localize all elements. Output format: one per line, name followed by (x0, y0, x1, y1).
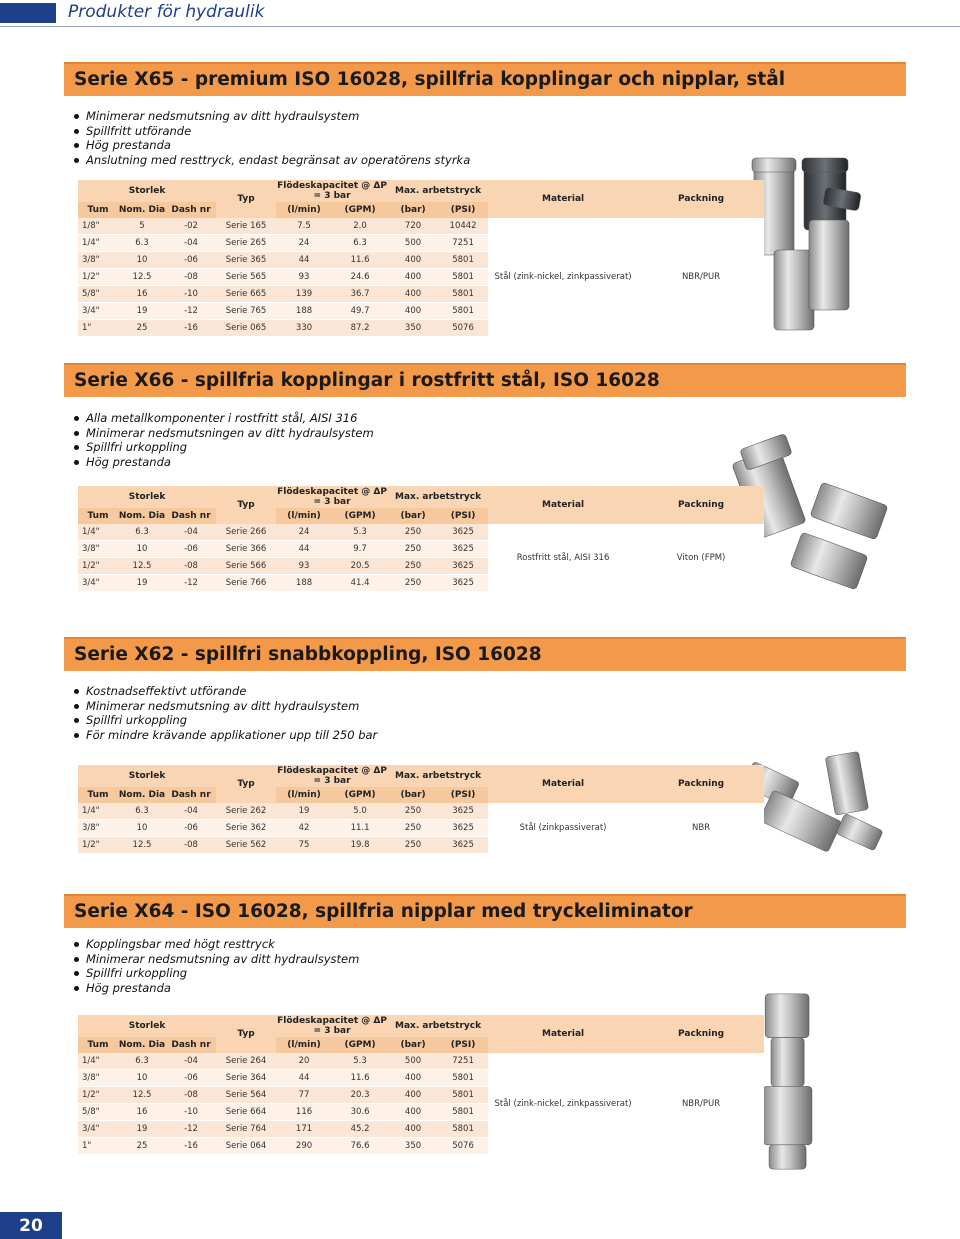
page-number: 20 (19, 1216, 43, 1236)
col-tum: Tum (78, 202, 118, 218)
table-cell: 1/8" (78, 218, 118, 235)
table-cell: 1/4" (78, 524, 118, 541)
table-cell: 5801 (438, 303, 488, 320)
packning-cell: NBR/PUR (638, 1053, 764, 1155)
feature-item: Kopplingsbar med högt resttryck (74, 937, 359, 952)
page-header (0, 0, 960, 26)
packning-cell: Viton (FPM) (638, 524, 764, 592)
col-storlek: Storlek (78, 486, 216, 508)
feature-item: Spillfri urkoppling (74, 966, 359, 981)
table-cell: 6.3 (118, 1053, 166, 1070)
table-cell: Serie 064 (216, 1138, 276, 1155)
table-cell: 250 (388, 575, 438, 592)
table-cell: 5801 (438, 1070, 488, 1087)
table-cell: 24 (276, 524, 332, 541)
table-cell: 77 (276, 1087, 332, 1104)
col-psi: (PSI) (438, 1037, 488, 1053)
spec-table (78, 1015, 764, 1155)
table-cell: 10 (118, 252, 166, 269)
table-cell: 1" (78, 320, 118, 337)
table-cell: -04 (166, 235, 216, 252)
table-cell: 7.5 (276, 218, 332, 235)
col-lmin: (l/min) (276, 1037, 332, 1053)
table-cell: Serie 564 (216, 1087, 276, 1104)
table-cell: 19.8 (332, 837, 388, 854)
feature-item: Minimerar nedsmutsning av ditt hydraulsystem (74, 699, 377, 714)
col-dash: Dash nr (166, 508, 216, 524)
table-cell: 5.0 (332, 803, 388, 820)
packning-cell: NBR (638, 803, 764, 854)
table-cell: 5 (118, 218, 166, 235)
table-cell: 1/2" (78, 1087, 118, 1104)
table-cell: 11.1 (332, 820, 388, 837)
table-cell: Serie 065 (216, 320, 276, 337)
table-cell: 5801 (438, 1104, 488, 1121)
col-tum: Tum (78, 787, 118, 803)
col-flode: Flödeskapacitet @ ΔP = 3 bar (277, 766, 387, 786)
table-cell: 25 (118, 320, 166, 337)
table-cell: 9.7 (332, 541, 388, 558)
table-cell: 1" (78, 1138, 118, 1155)
table-cell: 400 (388, 1087, 438, 1104)
spec-table (78, 180, 764, 337)
table-cell: 250 (388, 803, 438, 820)
table-cell: 12.5 (118, 558, 166, 575)
table-cell: 6.3 (118, 524, 166, 541)
col-psi: (PSI) (438, 202, 488, 218)
table-cell: 7251 (438, 235, 488, 252)
col-gpm: (GPM) (332, 1037, 388, 1053)
table-cell: -04 (166, 1053, 216, 1070)
header-row (78, 486, 764, 508)
table-cell: -08 (166, 837, 216, 854)
table-cell: 20.3 (332, 1087, 388, 1104)
table-cell: 12.5 (118, 1087, 166, 1104)
feature-list (74, 411, 374, 469)
section-x62 (64, 637, 906, 862)
table-cell: 75 (276, 837, 332, 854)
table-cell: Serie 264 (216, 1053, 276, 1070)
table-cell: 720 (388, 218, 438, 235)
table-row (78, 1053, 764, 1070)
table-cell: 290 (276, 1138, 332, 1155)
table-cell: 19 (276, 803, 332, 820)
col-dash: Dash nr (166, 202, 216, 218)
feature-list (74, 109, 470, 167)
col-bar: (bar) (388, 202, 438, 218)
table-cell: 1/4" (78, 803, 118, 820)
table-cell: 400 (388, 1070, 438, 1087)
table-cell: -02 (166, 218, 216, 235)
table-cell: -06 (166, 252, 216, 269)
table-cell: 16 (118, 286, 166, 303)
table-cell: 6.3 (118, 235, 166, 252)
table-cell: 3/8" (78, 1070, 118, 1087)
table-cell: 3625 (438, 803, 488, 820)
table-cell: 19 (118, 575, 166, 592)
col-bar: (bar) (388, 508, 438, 524)
table-cell: 1/2" (78, 269, 118, 286)
col-material: Material (488, 180, 638, 218)
table-cell: -12 (166, 575, 216, 592)
table-cell: 11.6 (332, 1070, 388, 1087)
table-cell: 36.7 (332, 286, 388, 303)
feature-item: Minimerar nedsmutsning av ditt hydraulsystem (74, 109, 470, 124)
table-cell: Serie 665 (216, 286, 276, 303)
table-cell: 5/8" (78, 1104, 118, 1121)
feature-item: Spillfritt utförande (74, 124, 470, 139)
section-title: Serie X64 - ISO 16028, spillfria nipplar med tryckeliminator (74, 901, 693, 922)
table-cell: Serie 362 (216, 820, 276, 837)
table-cell: 3/4" (78, 1121, 118, 1138)
table-cell: 44 (276, 252, 332, 269)
table-cell: 3625 (438, 541, 488, 558)
table-cell: 49.7 (332, 303, 388, 320)
feature-list (74, 937, 359, 995)
section-x66 (64, 363, 906, 603)
table-cell: 12.5 (118, 269, 166, 286)
table-cell: 400 (388, 286, 438, 303)
table-cell: 250 (388, 837, 438, 854)
feature-item: Alla metallkomponenter i rostfritt stål, AISI 316 (74, 411, 374, 426)
table-cell: Serie 165 (216, 218, 276, 235)
col-storlek: Storlek (78, 1015, 216, 1037)
feature-item: Minimerar nedsmutsningen av ditt hydraulsystem (74, 426, 374, 441)
table-cell: 5801 (438, 1121, 488, 1138)
table-cell: 16 (118, 1104, 166, 1121)
table-cell: 3/4" (78, 303, 118, 320)
table-cell: 6.3 (118, 803, 166, 820)
col-nom-dia: Nom. Dia (118, 508, 166, 524)
col-flode: Flödeskapacitet @ ΔP = 3 bar (277, 181, 387, 201)
table-cell: 93 (276, 558, 332, 575)
table-cell: 76.6 (332, 1138, 388, 1155)
table-cell: 30.6 (332, 1104, 388, 1121)
table-cell: Serie 265 (216, 235, 276, 252)
col-tum: Tum (78, 1037, 118, 1053)
table-cell: 11.6 (332, 252, 388, 269)
table-cell: 400 (388, 269, 438, 286)
col-packning: Packning (638, 1015, 764, 1053)
section-title-band (64, 894, 906, 928)
feature-item: Hög prestanda (74, 138, 470, 153)
table-cell: Serie 765 (216, 303, 276, 320)
table-cell: 6.3 (332, 235, 388, 252)
col-gpm: (GPM) (332, 202, 388, 218)
table-cell: -16 (166, 320, 216, 337)
col-max-tryck: Max. arbetstryck (388, 765, 488, 787)
table-row (78, 803, 764, 820)
packning-cell: NBR/PUR (638, 218, 764, 337)
table-cell: 400 (388, 252, 438, 269)
table-cell: 1/2" (78, 558, 118, 575)
table-cell: 350 (388, 1138, 438, 1155)
col-max-tryck: Max. arbetstryck (388, 180, 488, 202)
table-cell: 250 (388, 820, 438, 837)
col-storlek: Storlek (78, 180, 216, 202)
section-title-band (64, 637, 906, 671)
table-cell: 5801 (438, 269, 488, 286)
table-cell: 44 (276, 541, 332, 558)
table-cell: 1/2" (78, 837, 118, 854)
col-bar: (bar) (388, 787, 438, 803)
section-title-band (64, 62, 906, 96)
table-cell: 3625 (438, 837, 488, 854)
col-storlek: Storlek (78, 765, 216, 787)
col-max-tryck: Max. arbetstryck (388, 1015, 488, 1037)
col-max-tryck: Max. arbetstryck (388, 486, 488, 508)
table-cell: -12 (166, 303, 216, 320)
col-packning: Packning (638, 486, 764, 524)
col-gpm: (GPM) (332, 787, 388, 803)
table-cell: 5.3 (332, 524, 388, 541)
header-row (78, 765, 764, 787)
table-cell: 330 (276, 320, 332, 337)
table-cell: 3625 (438, 524, 488, 541)
feature-item: Kostnadseffektivt utförande (74, 684, 377, 699)
table-cell: 25 (118, 1138, 166, 1155)
table-cell: 42 (276, 820, 332, 837)
table-cell: 87.2 (332, 320, 388, 337)
table-cell: 10 (118, 820, 166, 837)
col-flode: Flödeskapacitet @ ΔP = 3 bar (277, 1016, 387, 1036)
feature-item: Hög prestanda (74, 981, 359, 996)
col-dash: Dash nr (166, 1037, 216, 1053)
table-cell: 400 (388, 303, 438, 320)
material-cell: Rostfritt stål, AISI 316 (488, 524, 638, 592)
table-cell: 3625 (438, 575, 488, 592)
table-cell: Serie 764 (216, 1121, 276, 1138)
col-nom-dia: Nom. Dia (118, 1037, 166, 1053)
table-cell: Serie 664 (216, 1104, 276, 1121)
feature-item: Anslutning med resttryck, endast begränsat av operatörens styrka (74, 153, 470, 168)
col-material: Material (488, 765, 638, 803)
table-cell: Serie 262 (216, 803, 276, 820)
table-cell: Serie 565 (216, 269, 276, 286)
table-cell: 5076 (438, 320, 488, 337)
table-cell: 139 (276, 286, 332, 303)
col-dash: Dash nr (166, 787, 216, 803)
page-header-title: Produkter för hydraulik (68, 2, 265, 22)
table-cell: 24.6 (332, 269, 388, 286)
table-cell: 250 (388, 558, 438, 575)
table-cell: -04 (166, 524, 216, 541)
spec-table (78, 486, 764, 592)
table-cell: 2.0 (332, 218, 388, 235)
material-cell: Stål (zink-nickel, zinkpassiverat) (488, 1053, 638, 1155)
table-cell: 171 (276, 1121, 332, 1138)
table-cell: -10 (166, 1104, 216, 1121)
table-cell: 3625 (438, 558, 488, 575)
col-typ: Typ (216, 765, 276, 803)
feature-item: Spillfri urkoppling (74, 440, 374, 455)
col-nom-dia: Nom. Dia (118, 787, 166, 803)
table-cell: 19 (118, 1121, 166, 1138)
table-cell: -06 (166, 541, 216, 558)
table-row (78, 218, 764, 235)
table-cell: 5801 (438, 1087, 488, 1104)
col-lmin: (l/min) (276, 202, 332, 218)
table-cell: 3625 (438, 820, 488, 837)
table-cell: 500 (388, 235, 438, 252)
table-cell: 41.4 (332, 575, 388, 592)
table-cell: Serie 566 (216, 558, 276, 575)
col-typ: Typ (216, 1015, 276, 1053)
table-cell: 10 (118, 541, 166, 558)
table-cell: -06 (166, 820, 216, 837)
table-cell: -04 (166, 803, 216, 820)
material-cell: Stål (zink-nickel, zinkpassiverat) (488, 218, 638, 337)
header-row (78, 180, 764, 202)
col-packning: Packning (638, 180, 764, 218)
header-color-block (0, 3, 56, 23)
table-cell: 3/8" (78, 252, 118, 269)
table-cell: Serie 266 (216, 524, 276, 541)
feature-item: Spillfri urkoppling (74, 713, 377, 728)
table-cell: 5076 (438, 1138, 488, 1155)
table-cell: 5/8" (78, 286, 118, 303)
table-cell: -12 (166, 1121, 216, 1138)
table-cell: Serie 766 (216, 575, 276, 592)
table-cell: 44 (276, 1070, 332, 1087)
table-cell: -08 (166, 269, 216, 286)
table-cell: 400 (388, 1121, 438, 1138)
table-cell: 3/8" (78, 541, 118, 558)
table-cell: 3/8" (78, 820, 118, 837)
col-tum: Tum (78, 508, 118, 524)
table-cell: 10442 (438, 218, 488, 235)
feature-item: För mindre krävande applikationer upp till 250 bar (74, 728, 377, 743)
table-cell: 250 (388, 524, 438, 541)
col-material: Material (488, 1015, 638, 1053)
table-cell: 350 (388, 320, 438, 337)
table-cell: 20 (276, 1053, 332, 1070)
table-cell: 188 (276, 575, 332, 592)
col-packning: Packning (638, 765, 764, 803)
col-nom-dia: Nom. Dia (118, 202, 166, 218)
table-cell: 250 (388, 541, 438, 558)
header-rule (0, 26, 960, 27)
table-cell: 5801 (438, 286, 488, 303)
col-gpm: (GPM) (332, 508, 388, 524)
table-cell: Serie 364 (216, 1070, 276, 1087)
table-cell: 500 (388, 1053, 438, 1070)
header-row (78, 1015, 764, 1037)
col-material: Material (488, 486, 638, 524)
feature-list (74, 684, 377, 742)
feature-item: Minimerar nedsmutsning av ditt hydraulsystem (74, 952, 359, 967)
material-cell: Stål (zinkpassiverat) (488, 803, 638, 854)
table-cell: 45.2 (332, 1121, 388, 1138)
table-cell: -10 (166, 286, 216, 303)
table-cell: 19 (118, 303, 166, 320)
feature-item: Hög prestanda (74, 455, 374, 470)
table-cell: 24 (276, 235, 332, 252)
table-row (78, 524, 764, 541)
section-title-band (64, 363, 906, 397)
table-cell: 188 (276, 303, 332, 320)
section-x64 (64, 894, 906, 1174)
col-bar: (bar) (388, 1037, 438, 1053)
table-cell: Serie 365 (216, 252, 276, 269)
section-x65 (64, 62, 906, 352)
page-number-box (0, 1212, 62, 1239)
section-title: Serie X66 - spillfria kopplingar i rostfritt stål, ISO 16028 (74, 370, 660, 391)
col-typ: Typ (216, 180, 276, 218)
table-cell: 5.3 (332, 1053, 388, 1070)
col-psi: (PSI) (438, 508, 488, 524)
table-cell: 93 (276, 269, 332, 286)
table-cell: 12.5 (118, 837, 166, 854)
col-lmin: (l/min) (276, 508, 332, 524)
table-cell: 116 (276, 1104, 332, 1121)
col-typ: Typ (216, 486, 276, 524)
table-cell: 7251 (438, 1053, 488, 1070)
col-lmin: (l/min) (276, 787, 332, 803)
table-cell: -06 (166, 1070, 216, 1087)
col-psi: (PSI) (438, 787, 488, 803)
section-title: Serie X62 - spillfri snabbkoppling, ISO 16028 (74, 644, 542, 665)
table-cell: 1/4" (78, 1053, 118, 1070)
col-flode: Flödeskapacitet @ ΔP = 3 bar (277, 487, 387, 507)
table-cell: 5801 (438, 252, 488, 269)
section-title: Serie X65 - premium ISO 16028, spillfria kopplingar och nipplar, stål (74, 69, 786, 90)
table-cell: 1/4" (78, 235, 118, 252)
table-cell: 400 (388, 1104, 438, 1121)
spec-table (78, 765, 764, 854)
table-cell: 20.5 (332, 558, 388, 575)
table-cell: -08 (166, 558, 216, 575)
table-cell: -16 (166, 1138, 216, 1155)
table-cell: 3/4" (78, 575, 118, 592)
table-cell: -08 (166, 1087, 216, 1104)
table-cell: Serie 562 (216, 837, 276, 854)
table-cell: 10 (118, 1070, 166, 1087)
table-cell: Serie 366 (216, 541, 276, 558)
